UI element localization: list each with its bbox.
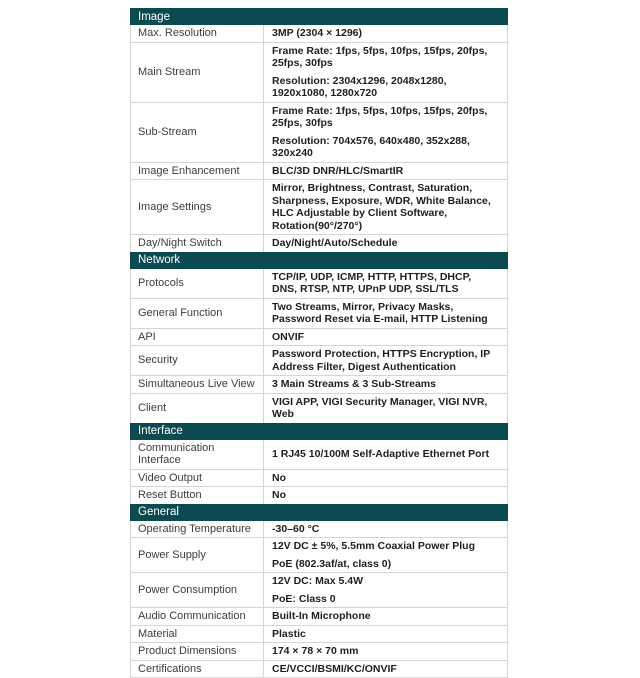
spec-table (130, 8, 508, 678)
row-value (263, 269, 507, 298)
spec-row (131, 572, 507, 607)
row-label: General Function (138, 306, 223, 319)
value-paragraph: Day/Night/Auto/Schedule (272, 237, 398, 249)
section-header: Image (130, 8, 508, 25)
value-paragraph: Password Protection, HTTPS Encryption, IP Address Filter, Digest Authentication (272, 348, 491, 373)
row-label: Material (138, 627, 178, 640)
row-value (263, 608, 507, 625)
value-paragraph: -30–60 °C (272, 522, 320, 535)
row-value (263, 538, 507, 572)
row-value (263, 376, 507, 393)
row-value (263, 163, 507, 180)
spec-row (131, 42, 507, 102)
row-label: Power Consumption (138, 583, 238, 596)
spec-row (131, 328, 507, 346)
row-label: Max. Resolution (138, 27, 217, 39)
row-value (263, 573, 507, 607)
spec-row (131, 162, 507, 180)
row-value (263, 25, 507, 42)
value-paragraph: ONVIF (272, 330, 305, 343)
row-label: Power Supply (138, 548, 206, 561)
spec-row (131, 537, 507, 572)
spec-row (131, 345, 507, 375)
value-paragraph: PoE (802.3af/at, class 0) (272, 557, 392, 570)
spec-row (131, 607, 507, 625)
row-label: Sub-Stream (138, 125, 197, 138)
spec-row (131, 469, 507, 487)
row-value (263, 440, 507, 469)
row-label: Client (138, 401, 167, 414)
section-header: Interface (130, 423, 508, 440)
value-paragraph: 1 RJ45 10/100M Self-Adaptive Ethernet Port (272, 447, 490, 460)
row-value (263, 661, 507, 678)
row-value (263, 235, 507, 252)
spec-row (131, 642, 507, 660)
value-paragraph: 3 Main Streams & 3 Sub-Streams (272, 378, 436, 390)
value-paragraph: Mirror, Brightness, Contrast, Saturation, Sharpness, Exposure, WDR, White Balance, HLC Adjustable by Client Software, Rotation(90°/270°) (272, 182, 491, 232)
row-label: Audio Communication (138, 610, 246, 622)
row-label: Day/Night Switch (138, 237, 222, 249)
row-value (263, 643, 507, 660)
spec-row (131, 25, 507, 42)
value-paragraph: 12V DC: Max 5.4W (272, 575, 364, 587)
value-paragraph: BLC/3D DNR/HLC/SmartIR (272, 164, 404, 177)
row-value (263, 329, 507, 346)
row-label: Certifications (138, 662, 202, 675)
value-paragraph: Frame Rate: 1fps, 5fps, 10fps, 15fps, 20fps, 25fps, 30fps (272, 104, 488, 129)
value-paragraph: 174 × 78 × 70 mm (272, 645, 359, 657)
spec-row (131, 440, 507, 469)
row-label: Protocols (138, 276, 184, 289)
value-paragraph: VIGI APP, VIGI Security Manager, VIGI NVR, Web (272, 395, 488, 420)
value-paragraph: Plastic (272, 627, 306, 640)
value-paragraph: Resolution: 704x576, 640x480, 352x288, 320x240 (272, 134, 470, 159)
section-header: General (130, 504, 508, 521)
value-paragraph: 12V DC ± 5%, 5.5mm Coaxial Power Plug (272, 540, 476, 552)
spec-row (131, 179, 507, 234)
value-paragraph: TCP/IP, UDP, ICMP, HTTP, HTTPS, DHCP, DNS, RTSP, NTP, UPnP UDP, SSL/TLS (272, 270, 472, 295)
row-value (263, 394, 507, 423)
spec-row (131, 521, 507, 538)
row-label: Video Output (138, 471, 203, 484)
row-label: Product Dimensions (138, 645, 237, 657)
value-paragraph: Built-In Microphone (272, 610, 371, 622)
spec-row (131, 375, 507, 393)
row-label: Communication Interface (138, 441, 215, 466)
row-value (263, 470, 507, 487)
row-value (263, 103, 507, 162)
spec-row (131, 269, 507, 298)
value-paragraph: No (272, 489, 286, 501)
spec-row (131, 393, 507, 423)
row-label: API (138, 330, 156, 343)
row-value (263, 180, 507, 234)
spec-row (131, 298, 507, 328)
row-value (263, 43, 507, 102)
value-paragraph: No (272, 471, 286, 484)
row-label: Image Enhancement (138, 164, 240, 177)
value-paragraph: Frame Rate: 1fps, 5fps, 10fps, 15fps, 20fps, 25fps, 30fps (272, 44, 488, 69)
spec-row (131, 625, 507, 643)
row-value (263, 299, 507, 328)
row-value (263, 521, 507, 538)
row-label: Reset Button (138, 489, 202, 501)
spec-row (131, 102, 507, 162)
value-paragraph: Resolution: 2304x1296, 2048x1280, 1920x1080, 1280x720 (272, 74, 447, 99)
value-paragraph: CE/VCCI/BSMI/KC/ONVIF (272, 662, 397, 675)
row-value (263, 487, 507, 504)
spec-row (131, 234, 507, 252)
row-label: Main Stream (138, 65, 201, 78)
spec-row (131, 486, 507, 504)
value-paragraph: PoE: Class 0 (272, 592, 336, 605)
row-label: Security (138, 354, 178, 367)
row-value (263, 346, 507, 375)
spec-row (131, 660, 507, 678)
value-paragraph: Two Streams, Mirror, Privacy Masks, Password Reset via E-mail, HTTP Listening (272, 300, 488, 325)
row-label: Image Settings (138, 200, 212, 213)
section-header: Network (130, 252, 508, 269)
row-label: Simultaneous Live View (138, 378, 255, 390)
value-paragraph: 3MP (2304 × 1296) (272, 27, 362, 39)
row-label: Operating Temperature (138, 522, 251, 535)
